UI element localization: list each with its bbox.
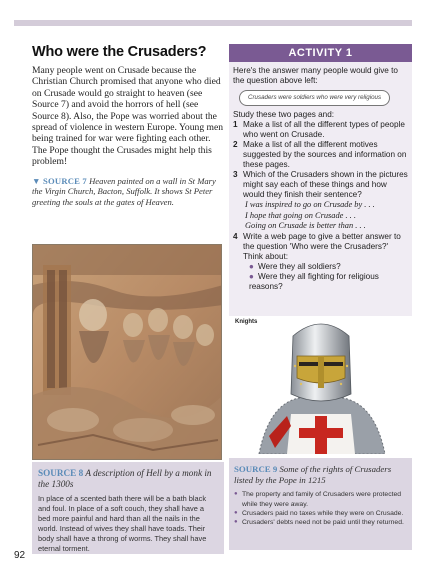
- knights-image: [229, 316, 412, 454]
- activity-heading: ACTIVITY 1: [229, 44, 412, 62]
- bullet-dot-icon: ●: [249, 271, 254, 281]
- left-column: [32, 44, 224, 207]
- list-item: ● The property and family of Crusaders were protected while they were away.: [234, 490, 406, 509]
- think-about-bullet: [249, 272, 408, 292]
- sentence-starter: I was inspired to go on Crusade by . . .: [245, 200, 375, 209]
- question-number: 4: [233, 231, 238, 241]
- activity-question: [233, 170, 408, 200]
- knights-label: Knights: [235, 319, 258, 325]
- question-text: Make a list of all the different motives suggested by the sources and information on these pages.: [243, 140, 407, 169]
- activity-question: [233, 140, 408, 170]
- source9-caption: Some of the rights of Crusaders listed by the Pope in 1215: [234, 464, 392, 485]
- source9-heading: [234, 464, 406, 485]
- source7-caption: [32, 176, 224, 208]
- bullet-text: Were they all fighting for religious reasons?: [249, 271, 379, 291]
- list-item: ● Crusaders' debts need not be paid until they returned.: [234, 518, 406, 527]
- question-text: Which of the Crusaders shown in the pictures might say each of these things and how would they finish their sentence?: [243, 170, 408, 199]
- intro-paragraph: Many people went on Crusade because the Christian Church promised that anyone who died on Crusade would go straight to heaven (see Source 7) and avoid the horrors of hell (see Source 8). Also, the Pope was worried about the spread of violence in western Europe. Young men being trained for war were fighting each other. The Pope thought the Crusades might help this problem!: [32, 65, 224, 168]
- source8-label: SOURCE 8: [38, 468, 84, 478]
- source9-box: [229, 458, 412, 550]
- bullet-dot-icon: ●: [249, 261, 254, 271]
- question-text: Write a web page to give a better answer to the question 'Who were the Crusaders?' Think about:: [243, 231, 401, 261]
- question-number: 2: [233, 140, 238, 149]
- heaven-wall-painting-image: [32, 244, 222, 460]
- page-title: Who were the Crusaders?: [32, 44, 207, 60]
- sentence-starter: I hope that going on Crusade . . .: [245, 210, 356, 220]
- question-number: 3: [233, 170, 238, 179]
- activity-question: [233, 120, 408, 140]
- sentence-starter: Going on Crusade is better than . . .: [245, 221, 366, 230]
- source8-caption: A description of Hell by a monk in the 1300s: [38, 468, 212, 489]
- answer-speech-bubble: Crusaders were soldiers who were very religious: [239, 90, 390, 106]
- source8-text: In place of a scented bath there will be a bath black and foul. In place of a soft couch, they shall have a bed more painful and hard than all the nails in the world. Instead of wives they shall have toads. Their body shall have a throng of worms. They shall have eternal torment.: [38, 494, 207, 553]
- source7-caption-text: Heaven painted on a wall in St Mary the Virgin Church, Bacton, Suffolk. It shows St Peter greeting the souls at the gates of Heaven.: [32, 175, 216, 207]
- question-number: 1: [233, 120, 238, 129]
- bullet-text: Were they all soldiers?: [257, 261, 341, 271]
- crusader-rights-list: [234, 490, 406, 528]
- activity-intro: Here's the answer many people would give to the question above left:: [233, 66, 398, 85]
- question-text: Make a list of all the different types of people who went on Crusade.: [243, 120, 405, 139]
- activity-question: [233, 232, 408, 262]
- activity-box: [229, 62, 412, 316]
- think-about-bullet: [249, 262, 408, 272]
- top-decorative-bar: [14, 20, 412, 26]
- source8-heading: [38, 468, 218, 490]
- list-item: ● Crusaders paid no taxes while they were on Crusade.: [234, 509, 406, 518]
- page-number: 92: [14, 550, 26, 561]
- source9-label: SOURCE 9: [234, 464, 278, 474]
- wall-painting-illustration: [33, 245, 222, 460]
- activity-instruction: Study these two pages and:: [233, 110, 335, 119]
- source7-label: ▼ SOURCE 7: [32, 175, 87, 186]
- knight-illustration: [229, 316, 412, 454]
- source8-box: [32, 462, 224, 554]
